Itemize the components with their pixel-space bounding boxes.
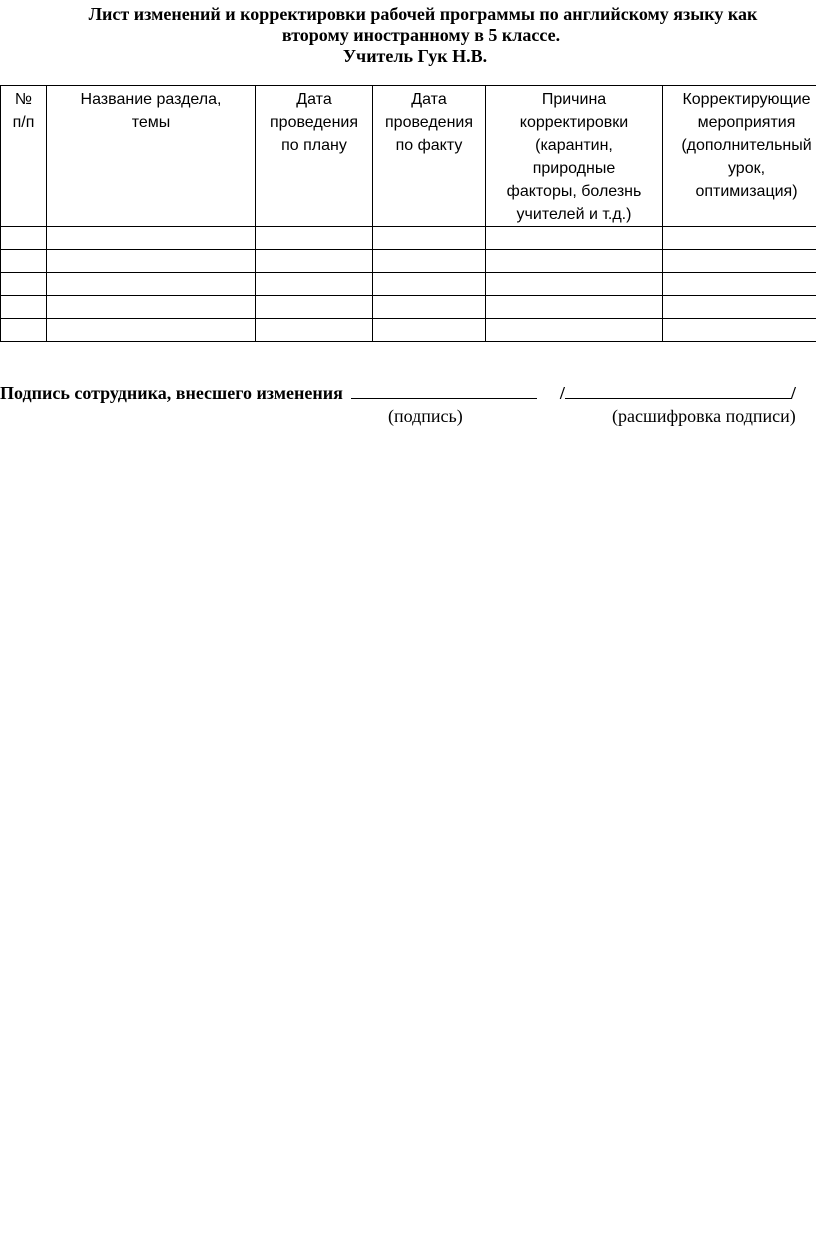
header-text: учителей и т.д.) [516, 206, 632, 223]
table-cell [486, 273, 663, 296]
header-text: Дата [296, 91, 332, 108]
table-row [1, 319, 816, 342]
col-header-number [1, 86, 47, 227]
col-header-planned-date [256, 86, 373, 227]
header-text: по факту [395, 137, 463, 154]
table-cell [47, 319, 256, 342]
header-text: Корректирующие [682, 91, 811, 108]
header-text: факторы, болезнь [506, 183, 642, 200]
title-line-2: второму иностранному в 5 классе. [281, 25, 561, 45]
table-cell [47, 250, 256, 273]
table-cell [256, 273, 373, 296]
header-text: мероприятия [697, 114, 796, 131]
table-cell [1, 296, 47, 319]
document-title [0, 4, 816, 67]
table-cell [663, 227, 816, 250]
header-text: п/п [12, 114, 35, 131]
col-header-corrective-measures [663, 86, 816, 227]
header-text: оптимизация) [695, 183, 798, 200]
slash-open: / [559, 383, 565, 403]
table-cell [47, 273, 256, 296]
table-cell [486, 227, 663, 250]
table-row [1, 296, 816, 319]
table-cell [373, 250, 486, 273]
table-cell [486, 296, 663, 319]
changes-table [0, 85, 816, 342]
table-cell [256, 227, 373, 250]
table-cell [486, 319, 663, 342]
signature-blank[interactable] [351, 381, 537, 399]
table-cell [1, 319, 47, 342]
header-text: корректировки [519, 114, 629, 131]
table-cell [256, 250, 373, 273]
table-cell [47, 296, 256, 319]
table-cell [256, 319, 373, 342]
caption-decoding: (расшифровка подписи) [612, 406, 796, 426]
table-cell [1, 227, 47, 250]
table-cell [663, 250, 816, 273]
col-header-actual-date [373, 86, 486, 227]
header-text: Название раздела, [80, 91, 222, 108]
table-cell [663, 319, 816, 342]
header-text: Причина [541, 91, 607, 108]
table-cell [373, 227, 486, 250]
table-row [1, 273, 816, 296]
header-text: Дата [411, 91, 447, 108]
table-cell [373, 319, 486, 342]
caption-signature: (подпись) [388, 406, 463, 426]
table-cell [373, 273, 486, 296]
table-row [1, 250, 816, 273]
header-text: природные [532, 160, 616, 177]
table-cell [47, 227, 256, 250]
title-line-1: Лист изменений и корректировки рабочей программы по английскому языку как [88, 4, 758, 24]
signature-line [0, 381, 816, 404]
table-cell [1, 273, 47, 296]
table-cell [486, 250, 663, 273]
header-text: (карантин, [535, 137, 613, 154]
header-text: по плану [281, 137, 347, 154]
table-cell [663, 273, 816, 296]
table-cell [373, 296, 486, 319]
header-text: (дополнительный [681, 137, 812, 154]
header-text: проведения [385, 114, 473, 131]
slash-close: / [790, 383, 796, 403]
header-text: урок, [727, 160, 766, 177]
col-header-section-name [47, 86, 256, 227]
header-text: темы [131, 114, 171, 131]
table-cell [1, 250, 47, 273]
teacher-line: Учитель Гук Н.В. [342, 46, 488, 66]
table-cell [663, 296, 816, 319]
signature-decoding-blank[interactable] [565, 381, 791, 399]
table-cell [256, 296, 373, 319]
table-header-row [1, 86, 816, 227]
table-row [1, 227, 816, 250]
header-text: № [14, 91, 33, 108]
header-text: проведения [270, 114, 358, 131]
signature-label: Подпись сотрудника, внесшего изменения [0, 383, 343, 403]
col-header-reason [486, 86, 663, 227]
